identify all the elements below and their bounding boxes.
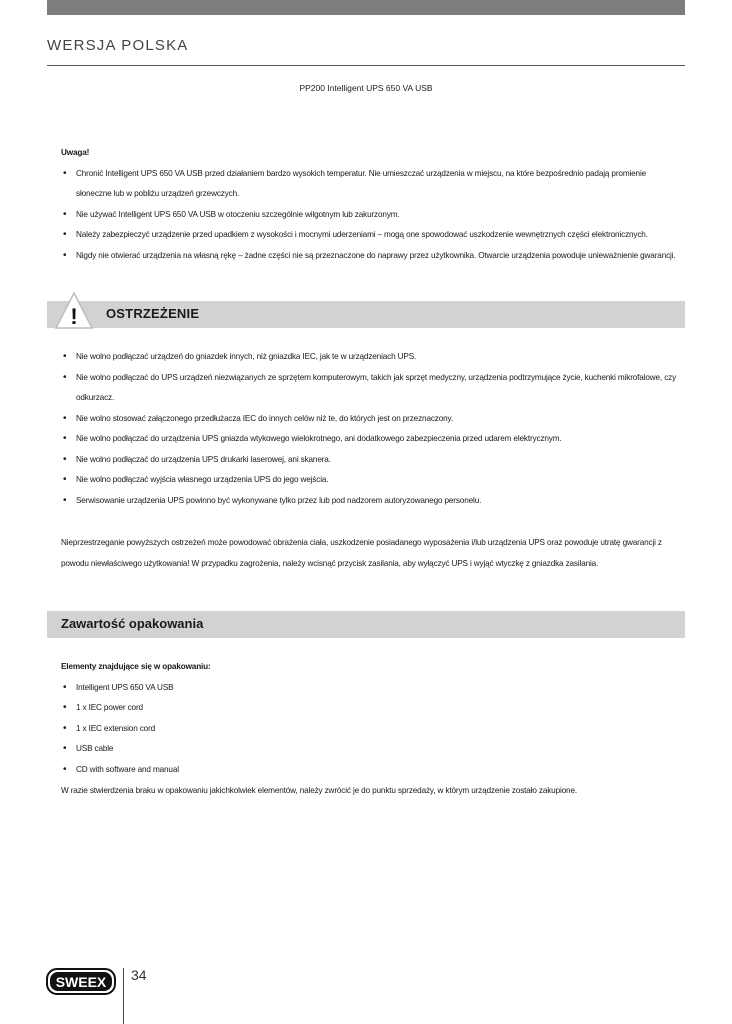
list-item: • Nie używać Intelligent UPS 650 VA USB w otoczeniu szczególnie wilgotnym lub zakurzonym. <box>61 205 681 226</box>
list-item: • 1 x IEC power cord <box>61 698 681 719</box>
caution-list <box>61 164 681 267</box>
top-bar <box>47 0 685 15</box>
list-item: • USB cable <box>61 739 681 760</box>
list-item: • Serwisowanie urządzenia UPS powinno być wykonywane tylko przez lub pod nadzorem autoryzowanego personelu. <box>61 491 681 512</box>
footer-rule <box>123 968 124 1024</box>
list-item: • Nie wolno podłączać do UPS urządzeń niezwiązanych ze sprzętem komputerowym, takich jak sprzęt medyczny, urządzenia podtrzymujące życie, kuchenki mikrofalowe, czy odkurzacz. <box>61 368 681 409</box>
list-item: • Nie wolno stosować załączonego przedłużacza IEC do innych celów niż te, do których jest on przeznaczony. <box>61 409 681 430</box>
list-item: • Intelligent UPS 650 VA USB <box>61 678 681 699</box>
contents-title: Zawartość opakowania <box>61 616 204 631</box>
logo-text: SWEEX <box>55 974 107 990</box>
contents-label: Elementy znajdujące się w opakowaniu: <box>61 662 211 671</box>
warning-triangle-icon <box>54 291 94 331</box>
header-rule <box>47 65 685 66</box>
list-item: • 1 x IEC extension cord <box>61 719 681 740</box>
page-number: 34 <box>131 967 147 983</box>
warning-icon-symbol: ! <box>70 304 78 329</box>
contents-block <box>61 657 681 780</box>
list-item: • Nie wolno podłączać wyjścia własnego urządzenia UPS do jego wejścia. <box>61 470 681 491</box>
document-subtitle: PP200 Intelligent UPS 650 VA USB <box>299 83 433 93</box>
warning-block <box>61 347 681 511</box>
warning-list <box>61 347 681 511</box>
list-item: • Nie wolno podłączać do urządzenia UPS drukarki laserowej, ani skanera. <box>61 450 681 471</box>
caution-label: Uwaga! <box>61 148 90 157</box>
warning-note: Nieprzestrzeganie powyższych ostrzeżeń może powodować obrażenia ciała, uszkodzenie posiadanego wyposażenia i/lub urządzenia UPS oraz powoduje utratę gwarancji z powodu niewłaściwego użytkowania! W przypadku zagrożenia, należy wcisnąć przycisk zasilania, aby wyłączyć UPS i wyjąć wtyczkę z gniazdka zasilania. <box>61 538 662 568</box>
sweex-logo <box>46 968 116 995</box>
list-item: • Nigdy nie otwierać urządzenia na własną rękę – żadne części nie są przeznaczone do naprawy przez użytkownika. Otwarcie urządzenia powoduje unieważnienie gwarancji. <box>61 246 681 267</box>
list-item: • Nie wolno podłączać do urządzenia UPS gniazda wtykowego wielokrotnego, ani dodatkowego zabezpieczenia przed udarem elektrycznym. <box>61 429 681 450</box>
caution-block <box>61 143 681 266</box>
contents-note: W razie stwierdzenia braku w opakowaniu jakichkolwiek elementów, należy zwrócić je do punktu sprzedaży, w którym urządzenie zostało zakupione. <box>61 786 577 795</box>
warning-title: OSTRZEŻENIE <box>106 306 200 321</box>
list-item: • Należy zabezpieczyć urządzenie przed upadkiem z wysokości i mocnymi uderzeniami – mogą one spowodować uszkodzenie wewnętrznych części elektronicznych. <box>61 225 681 246</box>
contents-list <box>61 678 681 781</box>
section-label: WERSJA POLSKA <box>47 37 189 54</box>
list-item: • Chronić Intelligent UPS 650 VA USB przed działaniem bardzo wysokich temperatur. Nie umieszczać urządzenia w miejscu, na które bezpośrednio padają promienie słoneczne lub w pobliżu urządzeń grzewczych. <box>61 164 681 205</box>
list-item: • CD with software and manual <box>61 760 681 781</box>
list-item: • Nie wolno podłączać urządzeń do gniazdek innych, niż gniazdka IEC, jak te w urządzeniach UPS. <box>61 347 681 368</box>
